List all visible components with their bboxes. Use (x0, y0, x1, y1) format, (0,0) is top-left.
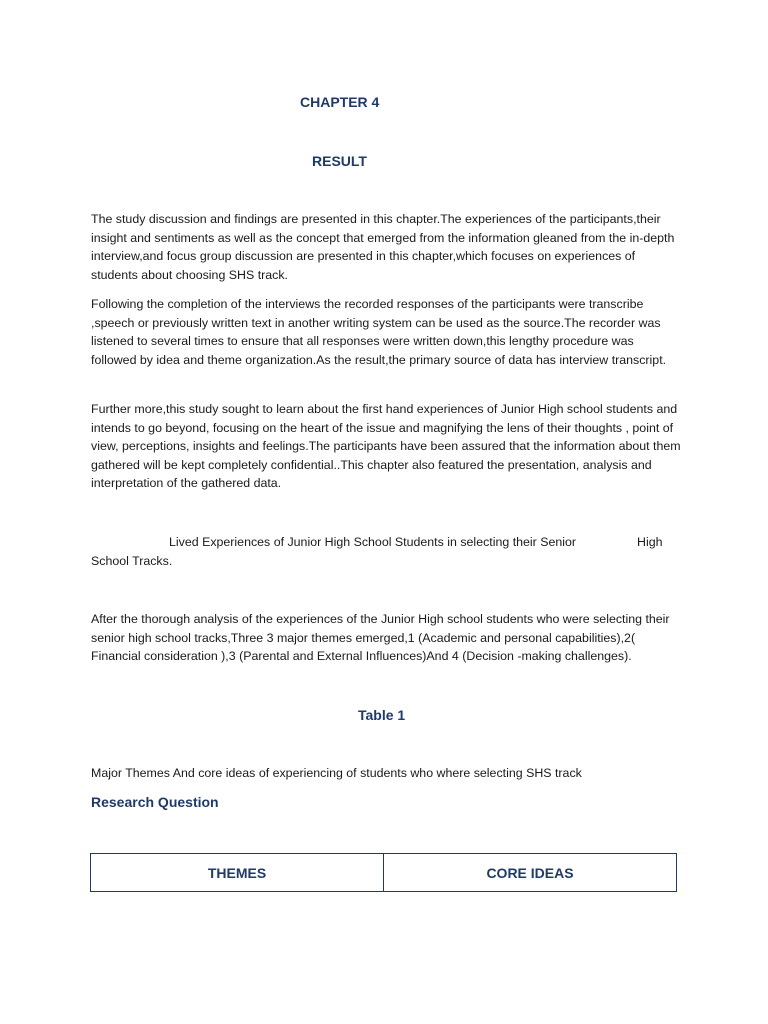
table-header-themes: THEMES (207, 864, 267, 881)
table-title: Table 1 (358, 707, 406, 723)
table-header-core-ideas: CORE IDEAS (383, 854, 676, 891)
paragraph-procedure: Following the completion of the interviews the recorded responses of the participants were transcribe ,speech or previously written text in another writing system can be used as the source.The recorder was listened to several times to ensure that all responses were written down,this lengthy procedure was followed by idea and theme organization.As the result,the primary source of data has interview transcript. (91, 297, 667, 367)
chapter-heading: CHAPTER 4 (300, 94, 380, 110)
table-caption: Major Themes And core ideas of experiencing of students who where selecting SHS track (91, 766, 582, 780)
paragraph-analysis: After the thorough analysis of the experiences of the Junior High school students who were selecting their senior high school tracks,Three 3 major themes emerged,1 (Academic and personal capabilities),2( Financial consideration ),3 (Parental and External Influences)And 4 (Decision -making challenges). (91, 612, 670, 664)
paragraph-intro: The study discussion and findings are presented in this chapter.The experiences of the participants,their insight and sentiments as well as the concept that emerged from the information gleaned from the in-depth interview,and focus group discussion are presented in this chapter,which focuses on experiences of students about choosing SHS track. (91, 212, 675, 282)
research-question-heading: Research Question (91, 794, 219, 810)
subsection-title-part3: School Tracks. (91, 554, 173, 568)
subsection-title-part2: High (637, 535, 663, 549)
subsection-title (91, 533, 681, 571)
section-title: RESULT (312, 153, 367, 169)
paragraph-purpose: Further more,this study sought to learn about the first hand experiences of Junior High school students and intends to go beyond, focusing on the heart of the issue and magnifying the lens of their thoughts , point of view, perceptions, insights and feelings.The participants have been assured that the information about them gathered will be kept completely confidential..This chapter also featured the presentation, analysis and interpretation of the gathered data. (91, 402, 681, 491)
subsection-title-part1: Lived Experiences of Junior High School Students in selecting their Senior (169, 535, 577, 549)
themes-table (90, 853, 677, 892)
